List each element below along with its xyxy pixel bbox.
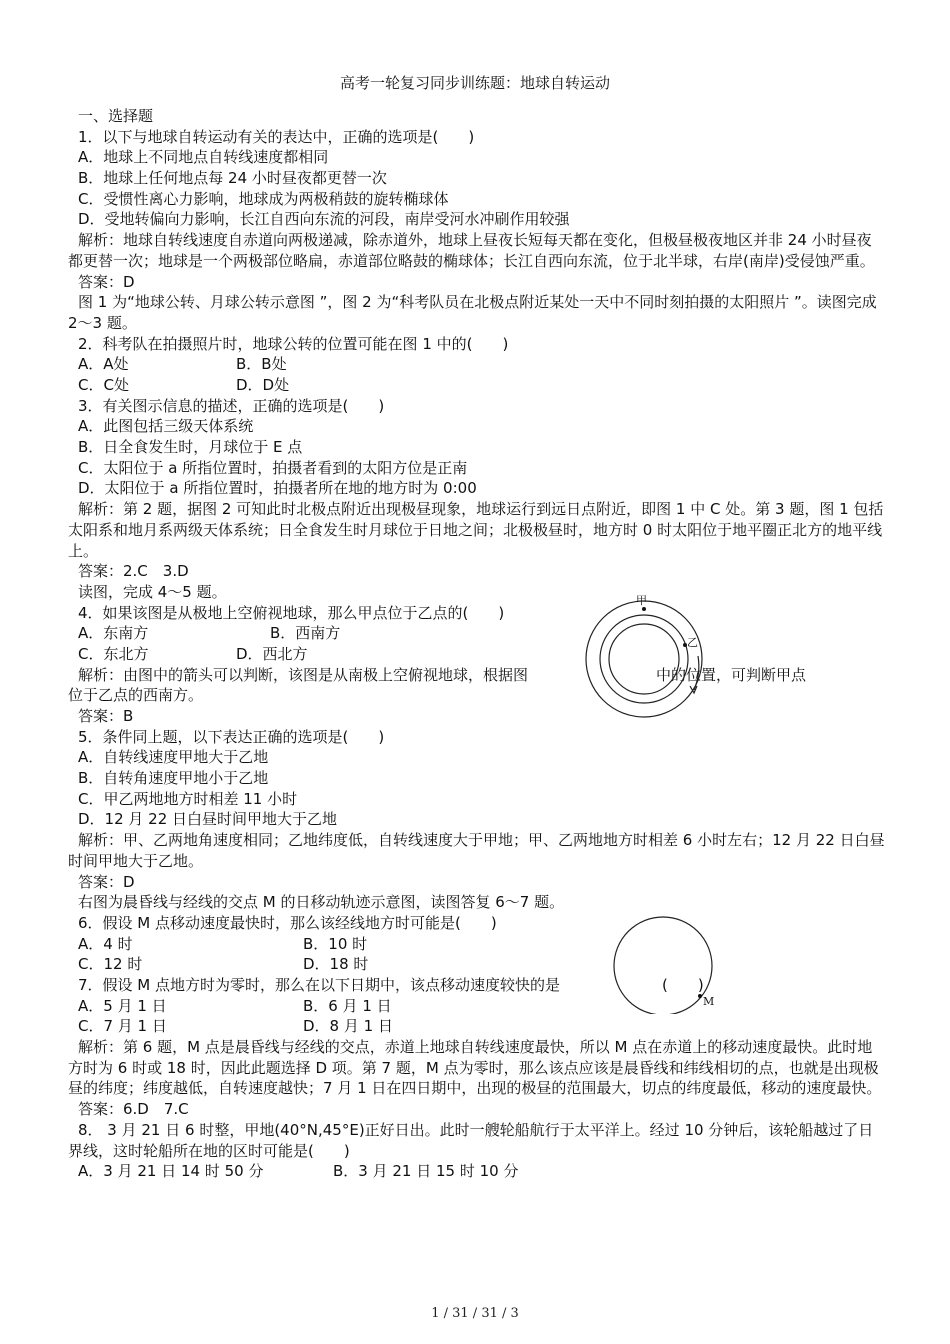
q3-option-b: B．日全食发生时，月球位于 E 点 [78,438,303,457]
page-title: 高考一轮复习同步训练题：地球自转运动 [339,74,610,92]
q7-option-a: A．5 月 1 日 [78,996,167,1015]
q3-stem: 3．有关图示信息的描述，正确的选项是( ) [78,396,385,415]
q6-options-row1 [68,934,886,955]
q6-option-c: C．12 时 [78,955,143,974]
q4-option-b: B．西南方 [270,624,341,643]
q7-option-b: B．6 月 1 日 [303,996,392,1015]
q5-option-a: A．自转线速度甲地大于乙地 [78,748,269,767]
middle-circle [600,615,688,703]
trajectory-circle [614,917,715,1014]
figure-polar-view [580,592,720,726]
q4-option-c: C．东北方 [78,644,149,663]
q2-stem: 2．科考队在拍摄照片时，地球公转的位置可能在图 1 中的( ) [78,334,509,353]
q4-analysis-right: 中的位置，可判断甲点 [656,665,807,684]
q1-analysis: 解析：地球自转线速度自赤道向两极递减，除赤道外，地球上昼夜长短每天都在变化，但极昼极夜地区并非 24 小时昼夜都更替一次；地球是一个两极部位略扁，赤道部位略鼓的椭球体；长江自西向东流，位于北半球，右岸(南岸)受侵蚀严重。 [68,231,875,270]
q1-stem: 1．以下与地球自转运动有关的表达中，正确的选项是( ) [78,127,475,146]
document-body [68,106,886,1182]
polar-view-diagram [580,592,720,726]
q5-option-b: B．自转角速度甲地小于乙地 [78,769,269,788]
q3-analysis: 解析：第 2 题，据图 2 可知此时北极点附近出现极昼现象，地球运行到远日点附近，即图 1 中 C 处。第 3 题，图 1 包括太阳系和地月系两级天体系统；日全食发生时月球位于日地之间；北极极昼时，地方时 0 时太阳位于地平圈正北方的地平线上。 [68,500,884,560]
q1-option-c: C．受惯性离心力影响，地球成为两极稍鼓的旋转椭球体 [78,189,449,208]
q4-options-row1 [68,623,886,644]
q5-answer: 答案：D [78,872,135,891]
q4-analysis-left: 解析：由图中的箭头可以判断，该图是从南极上空俯视地球，根据图 [78,665,529,684]
q6-option-d: D．18 时 [303,955,369,974]
q3-option-a: A．此图包括三级天体系统 [78,417,254,436]
q7-options-row1 [68,996,886,1017]
q7-answer: 答案：6.D 7.C [78,1100,189,1119]
q7-options-row2 [68,1016,886,1037]
label-jia: 甲 [636,594,647,607]
q5-analysis: 解析：甲、乙两地角速度相同；乙地纬度低，自转线速度大于甲地；甲、乙两地地方时相差 6 小时左右；12 月 22 日白昼时间甲地大于乙地。 [68,831,885,870]
q6-option-b: B．10 时 [303,934,368,953]
q7-stem-line [68,975,886,996]
q7-option-d: D．8 月 1 日 [303,1017,393,1036]
q3-option-c: C．太阳位于 a 所指位置时，拍摄者看到的太阳方位是正南 [78,458,468,477]
q4-answer: 答案：B [78,707,134,726]
figure-m-trajectory [610,914,730,1014]
q5-option-d: D．12 月 22 日白昼时间甲地大于乙地 [78,810,338,829]
outer-circle [586,601,702,717]
q1-option-d: D．受地转偏向力影响，长江自西向东流的河段，南岸受河水冲刷作用较强 [78,210,570,229]
q4-analysis-line2: 位于乙点的西南方。 [68,686,204,705]
q3-answer: 答案：2.C 3.D [78,562,189,581]
q2-option-b: B．B处 [236,355,287,374]
q5-option-c: C．甲乙两地地方时相差 11 小时 [78,789,298,808]
intro-q4-q5: 读图，完成 4～5 题。 [78,582,227,601]
q4-option-d: D．西北方 [236,644,308,663]
label-m: M [703,995,715,1008]
q1-option-a: A．地球上不同地点自转线速度都相同 [78,148,329,167]
inner-circle [609,624,679,694]
q1-option-b: B．地球上任何地点每 24 小时昼夜都更替一次 [78,169,387,188]
q2-options-row1 [68,354,886,375]
q2-option-d: D．D处 [236,376,290,394]
q6-option-a: A．4 时 [78,934,133,953]
intro-q6-q7: 右图为晨昏线与经线的交点 M 的日移动轨迹示意图，读图答复 6～7 题。 [78,893,565,912]
q7-stem-paren: ( ) [662,976,704,995]
q7-analysis: 解析：第 6 题，M 点是晨昏线与经线的交点，赤道上地球自转线速度最快，所以 M 点在赤道上的移动速度最快。此时地方时为 6 时或 18 时，因此此题选择 D 项。第 7 题，M 点为零时，那么该点应该是晨昏线和纬线相切的点，也就是出现极昼的纬度；纬度越低，自转速度越快；7 月 1 日在四日期中，出现的极昼的范围最大，切点的纬度最低，移动的速度最快。 [68,1038,882,1098]
q8-options-row1 [68,1161,886,1182]
q7-option-c: C．7 月 1 日 [78,1017,167,1036]
q2-options-row2 [68,375,886,396]
q1-answer: 答案：D [78,272,135,291]
q5-stem: 5．条件同上题，以下表达正确的选项是( ) [78,727,385,746]
q4-options-row2 [68,644,886,665]
q4-stem: 4．如果该图是从极地上空俯视地球，那么甲点位于乙点的( ) [78,603,505,622]
rotation-arrow-arc [694,656,699,690]
point-m [698,994,702,998]
q6-stem: 6．假设 M 点移动速度最快时，那么该经线地方时可能是( ) [78,913,497,932]
q7-stem: 7．假设 M 点地方时为零时，那么在以下日期中，该点移动速度较快的是 [78,976,561,995]
q6-options-row2 [68,954,886,975]
intro-q2-q3: 图 1 为“地球公转、月球公转示意图 ”，图 2 为“科考队员在北极点附近某处一天中不同时刻拍摄的太阳照片 ”。读图完成 2～3 题。 [68,293,877,332]
q3-option-d: D．太阳位于 a 所指位置时，拍摄者所在地的地方时为 0:00 [78,479,477,498]
q8-stem: 8． 3 月 21 日 6 时整，甲地(40°N,45°E)正好日出。此时一艘轮船航行于太平洋上。经过 10 分钟后，该轮船越过了日界线，这时轮船所在地的区时可能是( ) [68,1120,874,1160]
page-footer: 1 / 31 / 31 / 3 [431,1306,519,1321]
q8-option-b: B．3 月 21 日 15 时 10 分 [333,1162,519,1181]
q2-option-a: A．A处 [78,355,129,374]
q4-option-a: A．东南方 [78,624,149,643]
q8-option-a: A．3 月 21 日 14 时 50 分 [78,1162,264,1181]
section-heading: 一、选择题 [78,107,154,125]
q4-analysis-line1 [68,665,886,686]
label-yi: 乙 [687,636,698,649]
q2-option-c: C．C处 [78,376,129,394]
